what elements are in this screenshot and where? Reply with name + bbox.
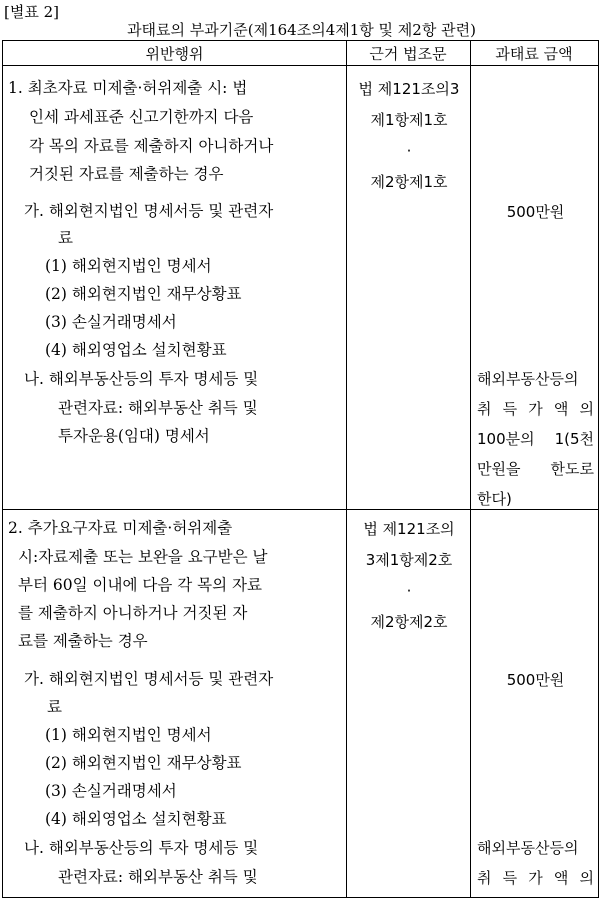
- item-2-ga: 료: [47, 698, 62, 716]
- item-2-sub: (1) 해외현지법인 명세서: [45, 726, 212, 744]
- page-title: 과태료의 부과기준(제164조의4제1항 및 제2항 관련): [127, 21, 476, 39]
- item-1-line: 인세 과세표준 신고기한까지 다음: [29, 108, 254, 126]
- item-1-line: 1. 최초자료 미제출·허위제출 시: 법: [8, 79, 248, 97]
- item-2-law: 법 제121조의 3제1항제2호 · 제2항제2호: [363, 520, 455, 631]
- item-2-sub: (2) 해외현지법인 재무상황표: [45, 754, 242, 772]
- item-2-na-amount: 해외부동산등의 취 득 가 액 의: [477, 839, 594, 887]
- item-1-ga: 료: [58, 229, 73, 247]
- item-2-ga-amount: 500만원: [506, 671, 565, 689]
- column-header-amount: 과태료 금액: [495, 45, 573, 63]
- item-1-na-amount: 해외부동산등의 취 득 가 액 의 100분의 1(5천 만원을 한도로 한다): [477, 370, 594, 508]
- header-divider: [3, 65, 598, 66]
- item-2-na: 나. 해외부동산등의 투자 명세등 및: [24, 839, 259, 857]
- item-1-line: 거짓된 자료를 제출하는 경우: [29, 165, 224, 183]
- item-1-sub: (4) 해외영업소 설치현황표: [45, 341, 227, 359]
- item-2-sub: (3) 손실거래명세서: [45, 782, 177, 800]
- item-1-line: 각 목의 자료를 제출하지 아니하거나: [29, 137, 274, 155]
- column-divider: [346, 41, 347, 897]
- item-2-na: 관련자료: 해외부동산 취득 및: [58, 868, 258, 886]
- row-divider: [3, 509, 598, 510]
- penalty-table: [2, 40, 599, 898]
- item-2-line: 료를 제출하는 경우: [18, 632, 148, 650]
- item-1-na: 관련자료: 해외부동산 취득 및: [58, 399, 258, 417]
- column-header-violation: 위반행위: [145, 45, 204, 63]
- item-2-line: 2. 추가요구자료 미제출·허위제출: [8, 519, 233, 537]
- item-1-sub: (2) 해외현지법인 재무상황표: [45, 285, 242, 303]
- item-1-law: 법 제121조의3 제1항제1호 · 제2항제1호: [358, 80, 460, 191]
- table-label: [별표 2]: [4, 3, 59, 21]
- item-2-sub: (4) 해외영업소 설치현황표: [45, 810, 227, 828]
- column-divider: [470, 41, 471, 897]
- item-1-ga: 가. 해외현지법인 명세서등 및 관련자: [24, 202, 274, 220]
- item-1-ga-amount: 500만원: [506, 203, 565, 221]
- item-1-sub: (1) 해외현지법인 명세서: [45, 257, 212, 275]
- item-1-na: 나. 해외부동산등의 투자 명세등 및: [24, 370, 259, 388]
- column-header-law: 근거 법조문: [369, 45, 447, 63]
- item-1-sub: (3) 손실거래명세서: [45, 313, 177, 331]
- item-2-line: 시:자료제출 또는 보완을 요구받은 날: [18, 548, 268, 566]
- item-2-line: 를 제출하지 아니하거나 거짓된 자: [18, 604, 248, 622]
- item-2-line: 부터 60일 이내에 다음 각 목의 자료: [18, 576, 262, 594]
- item-1-na: 투자운용(임대) 명세서: [58, 427, 210, 445]
- item-2-ga: 가. 해외현지법인 명세서등 및 관련자: [24, 670, 274, 688]
